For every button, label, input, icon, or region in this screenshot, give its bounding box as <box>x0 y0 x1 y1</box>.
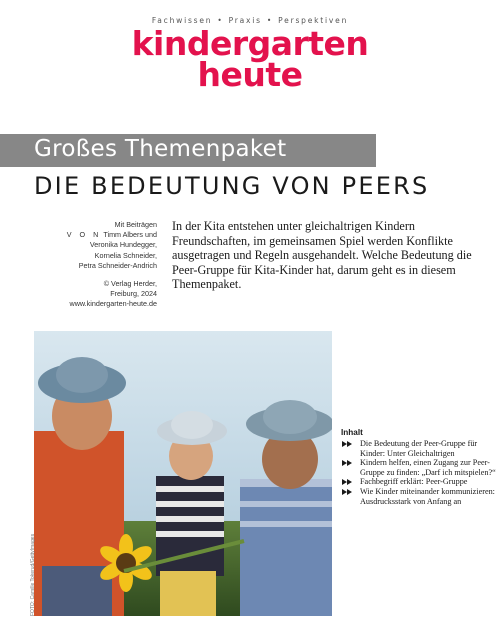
author-name: Veronika Hundegger, <box>89 240 157 250</box>
logo-line-heute: heute <box>197 55 303 94</box>
contents-item <box>341 487 496 506</box>
double-arrow-icon <box>342 489 355 495</box>
contributions-label: Mit Beiträgen <box>114 220 157 229</box>
author-name: Petra Schneider-Andrich <box>78 260 157 270</box>
tagline-item: Perspektiven <box>278 16 349 25</box>
contents-heading: Inhalt <box>341 428 363 437</box>
author-name: Kornelia Schneider, <box>94 250 157 260</box>
publisher-line: © Verlag Herder, <box>103 279 157 289</box>
tagline-item: Praxis <box>228 16 262 25</box>
contents-list <box>341 439 496 506</box>
double-arrow-icon <box>342 460 355 466</box>
publisher-line: Freiburg, 2024 <box>110 289 157 299</box>
contents-item <box>341 458 496 477</box>
double-arrow-icon <box>342 441 355 447</box>
author-credits <box>34 220 157 310</box>
spacer <box>34 271 157 279</box>
von-label: V O N <box>66 230 102 240</box>
bullet-icon: • <box>217 16 224 25</box>
logo-line-kindergarten: kindergarten <box>131 24 369 63</box>
contents-item-text: Kindern helfen, einen Zugang zur Peer-Gruppe zu finden: „Darf ich mitspielen?“ <box>360 458 496 477</box>
website-text: www.kindergarten-heute.de <box>69 299 157 309</box>
children-photo <box>34 331 332 616</box>
title-banner <box>0 134 376 167</box>
contents-item-text: Wie Kinder miteinander kommunizieren: Ausdrucksstark von Anfang an <box>360 486 495 506</box>
tagline-item: Fachwissen <box>151 16 213 25</box>
author-name: Timm Albers und <box>103 230 157 240</box>
banner-title: Großes Themenpaket <box>34 136 287 162</box>
table-of-contents <box>341 428 496 506</box>
intro-paragraph: In der Kita entstehen unter gleichaltrigen Kindern Freundschaften, im gemeinsamen Spiel werden Konflikte ausgetragen und Regeln ausgehandelt. Welche Bedeutung die Peer-Gruppe für Kita-Kinder hat, darum geht es in diesem Themenpaket. <box>172 219 472 292</box>
contents-item-text: Fachbegriff erklärt: Peer-Gruppe <box>360 477 468 487</box>
page-title: DIE BEDEUTUNG VON PEERS <box>34 172 430 200</box>
authors-line <box>34 230 157 240</box>
magazine-logo <box>0 24 500 94</box>
contents-item <box>341 477 496 487</box>
photo-credit <box>22 520 36 616</box>
bullet-icon: • <box>266 16 274 25</box>
contents-item <box>341 439 496 458</box>
contents-item-text: Die Bedeutung der Peer-Gruppe für Kinder: Unter Gleichaltrigen <box>360 439 478 458</box>
double-arrow-icon <box>342 479 355 485</box>
photo-credit-text: FOTO: Camille Tokerud/GettyImages <box>30 533 36 616</box>
